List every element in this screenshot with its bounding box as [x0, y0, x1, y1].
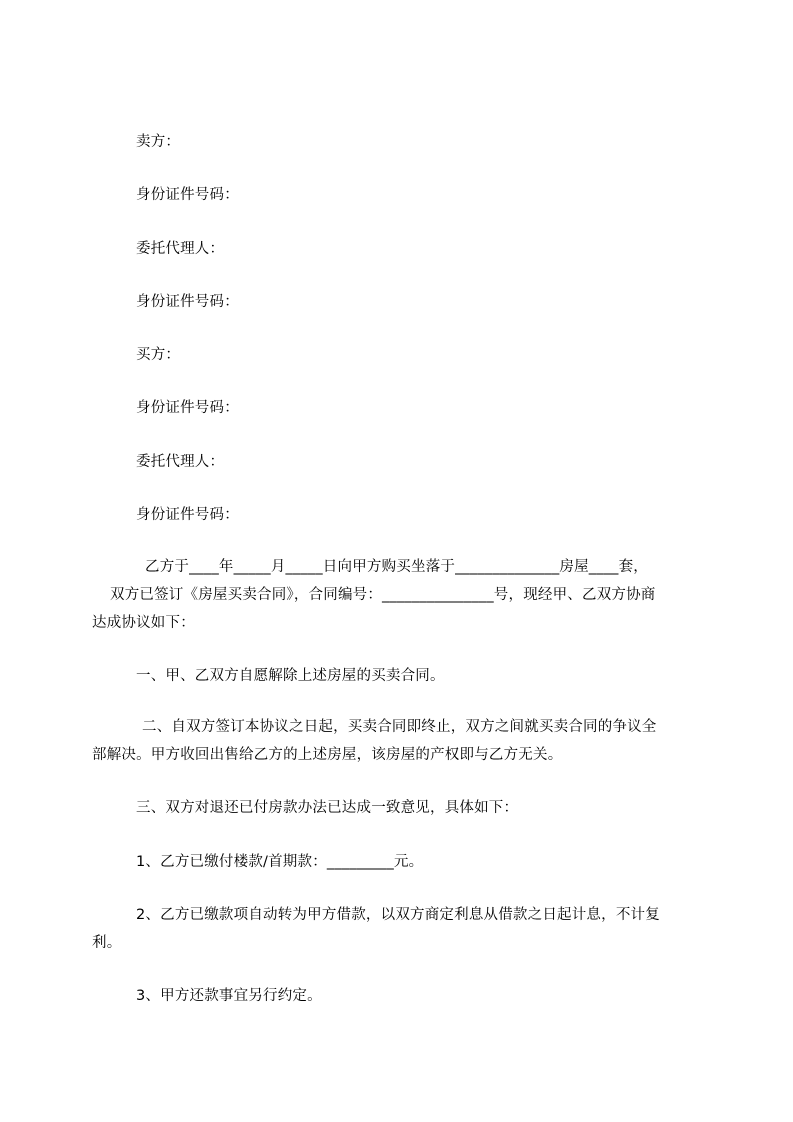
buyer-agent-label: 委托代理人： — [136, 454, 225, 470]
seller-id-label: 身份证件号码： — [136, 187, 239, 203]
clause-2-line-2: 部解决。甲方收回出售给乙方的上述房屋，该房屋的产权即与乙方无关。 — [92, 747, 563, 763]
preamble-line-2: 双方已签订《房屋买卖合同》，合同编号：_______________号，现经甲、乙双方协商 — [110, 587, 656, 603]
buyer-id-label: 身份证件号码： — [136, 400, 239, 416]
preamble-line-1: 乙方于____年_____月_____日向甲方购买坐落于______________房屋____套， — [145, 559, 648, 575]
clause-3-item-2-line-1: 2、乙方已缴款项自动转为甲方借款，以双方商定利息从借款之日起计息，不计复 — [136, 907, 660, 923]
seller-agent-id-label: 身份证件号码： — [136, 294, 239, 310]
clause-1: 一、甲、乙双方自愿解除上述房屋的买卖合同。 — [136, 668, 445, 684]
clause-2-line-1: 二、自双方签订本协议之日起，买卖合同即终止，双方之间就买卖合同的争议全 — [142, 719, 657, 735]
clause-3-item-2-line-2: 利。 — [92, 935, 122, 951]
clause-3-item-1: 1、乙方已缴付楼款/首期款：_________元。 — [136, 854, 424, 870]
buyer-agent-id-label: 身份证件号码： — [136, 507, 239, 523]
clause-3-item-3: 3、甲方还款事宜另行约定。 — [136, 988, 322, 1004]
preamble-line-3: 达成协议如下： — [92, 615, 195, 631]
seller-agent-label: 委托代理人： — [136, 241, 225, 257]
seller-label: 卖方： — [136, 134, 181, 150]
clause-3: 三、双方对退还已付房款办法已达成一致意见，具体如下： — [136, 800, 519, 816]
buyer-label: 买方： — [136, 347, 181, 363]
